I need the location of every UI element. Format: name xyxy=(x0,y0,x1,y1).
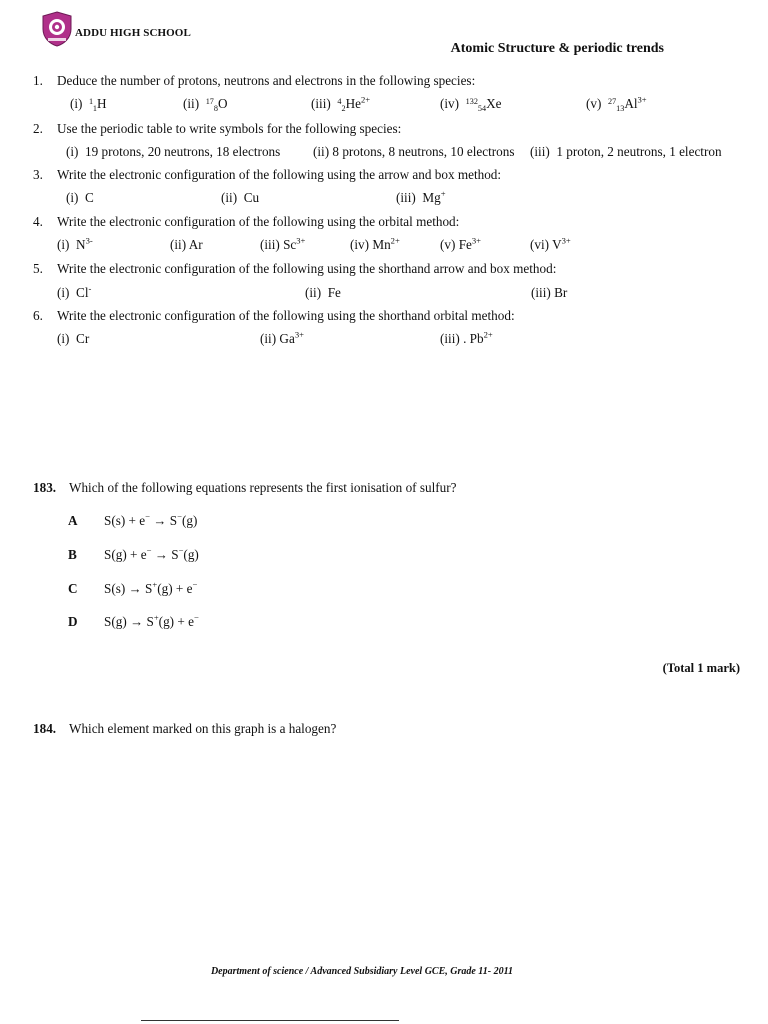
option-label: (vi) xyxy=(530,237,550,252)
ion-charge: 3- xyxy=(85,235,93,246)
ion-charge: 2+ xyxy=(483,329,493,340)
question-number: 1. xyxy=(33,73,43,88)
question-number: 3. xyxy=(33,167,43,182)
option-label: (iii) xyxy=(311,96,331,111)
option-6-ii xyxy=(260,331,304,347)
element-symbol: V xyxy=(552,237,562,252)
footer-divider xyxy=(141,1020,399,1021)
total-marks: (Total 1 mark) xyxy=(662,661,740,675)
option-6-i xyxy=(57,331,89,347)
option-3-ii xyxy=(221,190,259,206)
element-symbol: Mg xyxy=(422,190,441,205)
element-symbol: He xyxy=(345,96,361,111)
element-symbol: Cu xyxy=(243,190,260,205)
option-2-i xyxy=(66,144,280,160)
choice-letter: B xyxy=(68,547,77,562)
element-symbol: C xyxy=(85,190,94,205)
option-label: (ii) xyxy=(183,96,200,111)
option-4-vi xyxy=(530,237,571,253)
option-label: (ii) xyxy=(313,144,330,159)
atomic-number: 1 xyxy=(92,103,97,113)
mass-number: 17 xyxy=(205,96,214,106)
ion-charge: 3+ xyxy=(294,329,304,340)
question-text: Use the periodic table to write symbols for the following species: xyxy=(57,121,402,136)
ion-charge: 3+ xyxy=(296,235,306,246)
question-text: Write the electronic configuration of the following using the arrow and box method: xyxy=(57,167,502,182)
option-label: (v) xyxy=(440,237,456,252)
question-number: 6. xyxy=(33,308,43,323)
choice-letter: C xyxy=(68,581,78,596)
question-text: Write the electronic configuration of the following using the shorthand arrow and box method: xyxy=(57,261,557,276)
question-text: Write the electronic configuration of the following using the orbital method: xyxy=(57,214,460,229)
option-label: (iv) xyxy=(440,96,460,111)
option-label: (i) xyxy=(57,237,70,252)
option-label: (iii) xyxy=(396,190,416,205)
choice-equation: S(s) + e− → S−(g) xyxy=(104,511,198,528)
option-4-ii xyxy=(170,237,203,253)
choice-letter: A xyxy=(68,513,78,528)
page-footer: Department of science / Advanced Subsidiary Level GCE, Grade 11- 2011 xyxy=(210,966,514,977)
element-symbol: H xyxy=(96,96,107,111)
option-2-ii xyxy=(313,144,514,160)
option-3-i xyxy=(66,190,94,206)
mass-number: 27 xyxy=(607,96,617,106)
element-symbol: Cl xyxy=(76,285,89,300)
option-label: (iii) . xyxy=(440,331,467,346)
option-1-iv xyxy=(440,96,501,112)
question-text: Which element marked on this graph is a halogen? xyxy=(69,721,337,736)
mass-number: 1 xyxy=(89,96,93,106)
mass-number: 4 xyxy=(337,96,342,106)
atomic-number: 8 xyxy=(213,103,218,113)
choice-equation: S(s) → S+(g) + e− xyxy=(104,579,198,596)
element-symbol: Fe xyxy=(458,237,472,252)
option-1-ii xyxy=(183,96,228,112)
element-symbol: Ga xyxy=(279,331,295,346)
ion-charge: 2+ xyxy=(390,235,400,246)
option-label: (v) xyxy=(586,96,602,111)
choice-letter: D xyxy=(68,614,78,629)
option-1-v xyxy=(586,96,647,112)
atomic-number: 2 xyxy=(341,103,346,113)
atomic-number: 54 xyxy=(477,103,487,113)
option-6-iii xyxy=(440,331,493,347)
element-symbol: Br xyxy=(554,285,568,300)
element-symbol: Xe xyxy=(486,96,502,111)
element-symbol: Mn xyxy=(372,237,391,252)
option-text: 8 protons, 8 neutrons, 10 electrons xyxy=(332,144,515,159)
ion-charge: 2+ xyxy=(360,94,371,105)
ion-charge: 3+ xyxy=(637,94,647,105)
option-4-v xyxy=(440,237,481,253)
option-label: (ii) xyxy=(260,331,277,346)
element-symbol: Sc xyxy=(283,237,297,252)
ion-charge: - xyxy=(88,283,92,294)
question-number: 183. xyxy=(33,480,57,495)
choice-equation: S(g) → S+(g) + e− xyxy=(104,612,199,629)
question-number: 5. xyxy=(33,261,43,276)
option-4-iv xyxy=(350,237,400,253)
option-text: 1 proton, 2 neutrons, 1 electron xyxy=(556,144,722,159)
ion-charge: 3+ xyxy=(561,235,571,246)
option-label: (iii) xyxy=(530,144,550,159)
mass-number: 132 xyxy=(465,96,478,106)
element-symbol: Ar xyxy=(188,237,203,252)
ion-charge: + xyxy=(440,188,446,199)
option-label: (ii) xyxy=(305,285,322,300)
option-label: (iii) xyxy=(260,237,280,252)
element-symbol: Cr xyxy=(76,331,90,346)
option-2-iii xyxy=(530,144,722,160)
element-symbol: Al xyxy=(624,96,638,111)
option-label: (i) xyxy=(70,96,83,111)
element-symbol: Fe xyxy=(327,285,341,300)
option-label: (iv) xyxy=(350,237,370,252)
atomic-number: 13 xyxy=(616,103,625,113)
school-name: ADDU HIGH SCHOOL xyxy=(75,27,191,39)
element-symbol: O xyxy=(217,96,228,111)
element-symbol: Pb xyxy=(469,331,484,346)
question-text: Write the electronic configuration of the following using the shorthand orbital method: xyxy=(57,308,515,323)
question-number: 2. xyxy=(33,121,43,136)
question-text: Which of the following equations represents the first ionisation of sulfur? xyxy=(69,480,457,495)
element-symbol: N xyxy=(76,237,86,252)
option-5-ii xyxy=(305,285,341,301)
option-label: (iii) xyxy=(531,285,551,300)
option-3-iii xyxy=(396,190,446,206)
option-label: (i) xyxy=(57,285,70,300)
question-number: 184. xyxy=(33,721,57,736)
option-text: 19 protons, 20 neutrons, 18 electrons xyxy=(85,144,281,159)
ion-charge: 3+ xyxy=(471,235,482,246)
option-label: (i) xyxy=(66,190,79,205)
option-4-iii xyxy=(260,237,305,253)
question-text: Deduce the number of protons, neutrons and electrons in the following species: xyxy=(57,73,476,88)
option-label: (ii) xyxy=(221,190,238,205)
choice-equation: S(g) + e− → S−(g) xyxy=(104,545,199,562)
option-label: (ii) xyxy=(170,237,187,252)
option-4-i xyxy=(57,237,93,253)
option-5-i xyxy=(57,285,91,301)
question-number: 4. xyxy=(33,214,43,229)
option-5-iii xyxy=(531,285,567,301)
option-label: (i) xyxy=(57,331,70,346)
option-1-iii xyxy=(311,96,370,112)
option-label: (i) xyxy=(66,144,79,159)
option-1-i xyxy=(70,96,106,112)
page-title: Atomic Structure & periodic trends xyxy=(450,41,664,56)
